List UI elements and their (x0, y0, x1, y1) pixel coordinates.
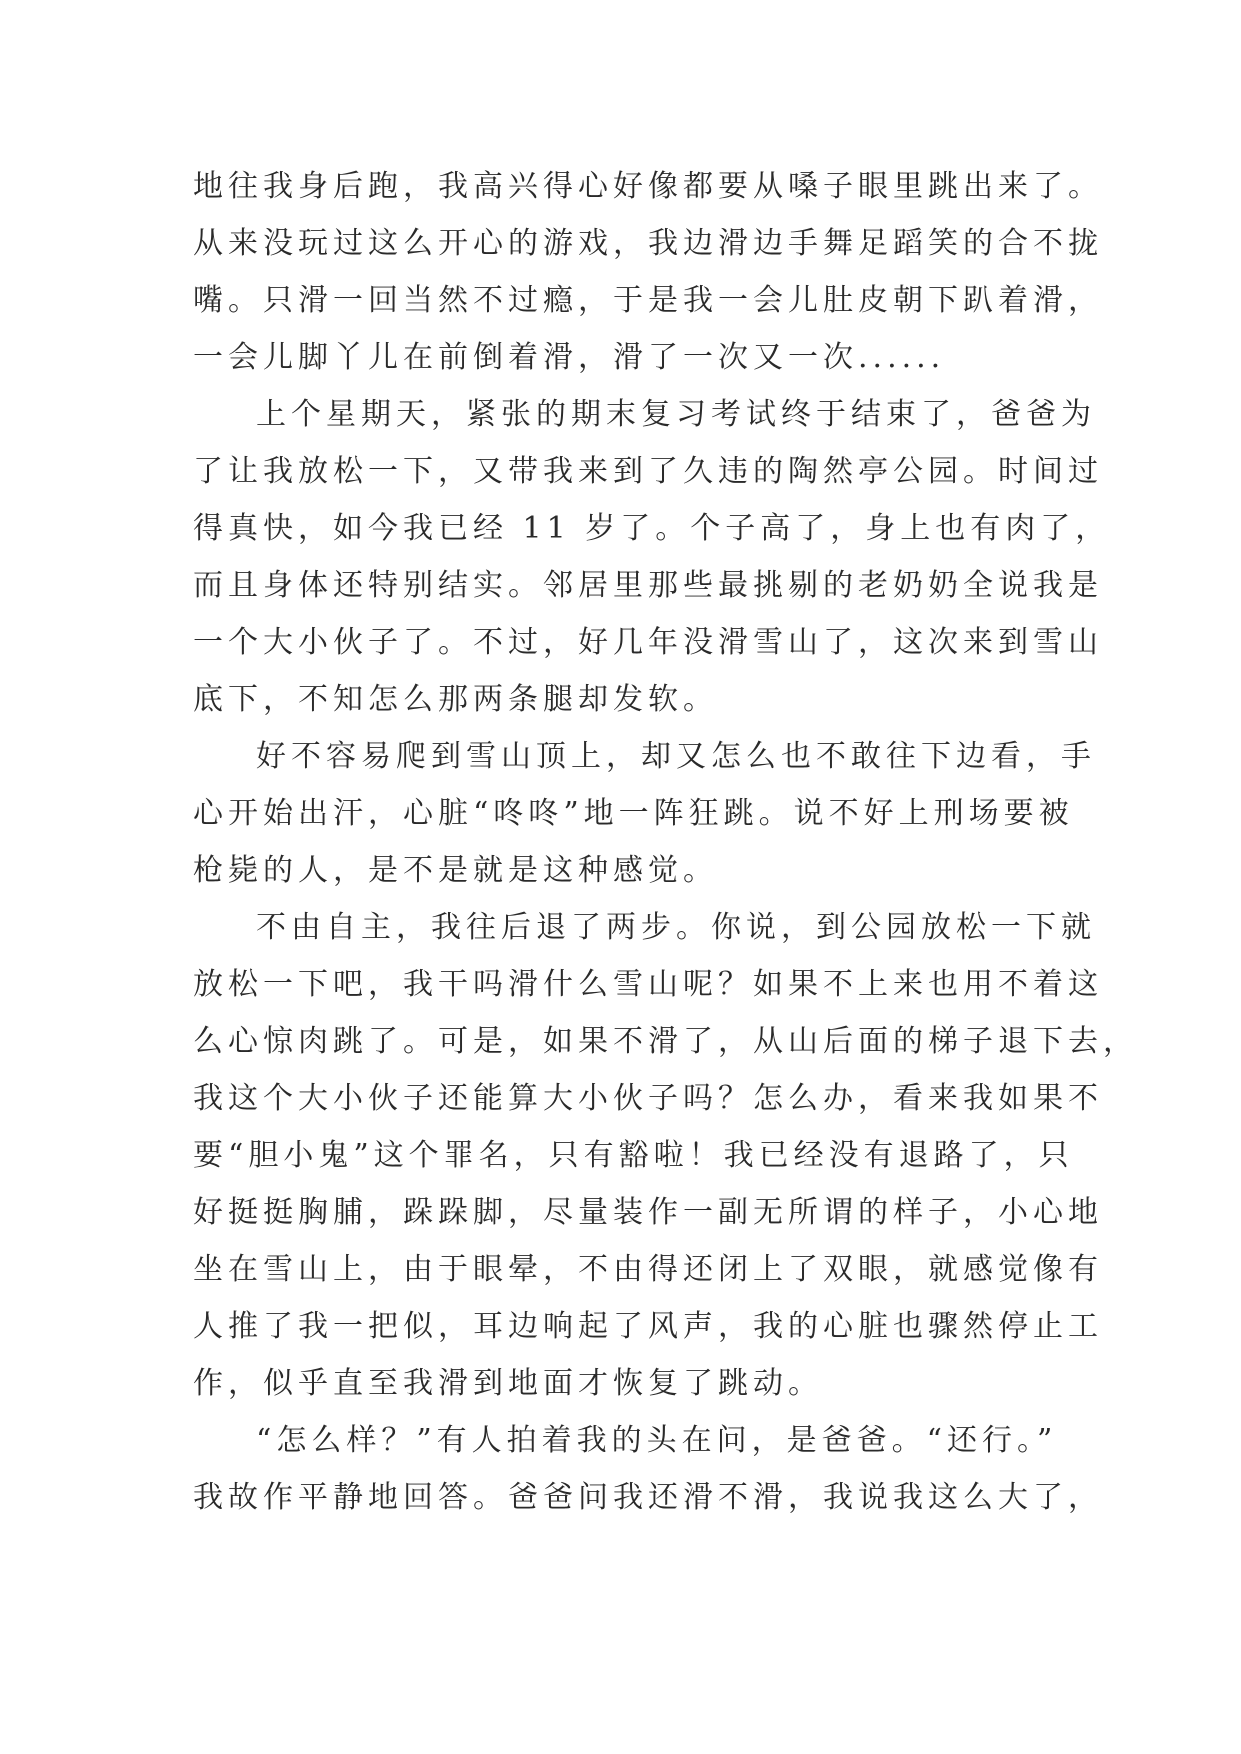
text-line: 要“胆小鬼”这个罪名，只有豁啦！我已经没有退路了，只 (193, 1138, 1074, 1173)
paragraph-4 (193, 899, 1138, 1412)
paragraph-3 (193, 728, 1096, 899)
text-line: 地往我身后跑，我高兴得心好像都要从嗓子眼里跳出来了。 (193, 169, 1103, 204)
paragraph-2 (193, 386, 1111, 728)
document-body (193, 158, 1138, 1526)
text-line: 不由自主，我往后退了两步。你说，到公园放松一下就 (256, 910, 1096, 945)
text-line: 坐在雪山上，由于眼晕，不由得还闭上了双眼，就感觉像有 (193, 1252, 1103, 1287)
text-line: 人推了我一把似，耳边响起了风声，我的心脏也骤然停止工 (193, 1309, 1103, 1344)
text-line: 我这个大小伙子还能算大小伙子吗？怎么办，看来我如果不 (193, 1081, 1103, 1116)
text-line: 枪毙的人，是不是就是这种感觉。 (193, 853, 718, 888)
text-line: 作，似乎直至我滑到地面才恢复了跳动。 (193, 1366, 823, 1401)
text-line: 底下，不知怎么那两条腿却发软。 (193, 682, 718, 717)
paragraph-1 (193, 158, 1103, 386)
text-line: 了让我放松一下，又带我来到了久违的陶然亭公园。时间过 (193, 454, 1103, 489)
text-line: 一个大小伙子了。不过，好几年没滑雪山了，这次来到雪山 (193, 625, 1103, 660)
text-line: “怎么样？”有人拍着我的头在问，是爸爸。“还行。” (256, 1423, 1058, 1458)
paragraph-5 (193, 1412, 1103, 1526)
text-line: 好挺挺胸脯，跺跺脚，尽量装作一副无所谓的样子，小心地 (193, 1195, 1103, 1230)
text-line: 嘴。只滑一回当然不过瘾，于是我一会儿肚皮朝下趴着滑， (193, 283, 1103, 318)
text-line: 而且身体还特别结实。邻居里那些最挑剔的老奶奶全说我是 (193, 568, 1103, 603)
text-line: 一会儿脚丫儿在前倒着滑，滑了一次又一次...... (193, 340, 946, 375)
text-line: 上个星期天，紧张的期末复习考试终于结束了，爸爸为 (256, 397, 1096, 432)
text-line: 得真快，如今我已经 11 岁了。个子高了，身上也有肉了， (193, 511, 1111, 546)
text-line: 好不容易爬到雪山顶上，却又怎么也不敢往下边看，手 (256, 739, 1096, 774)
text-line: 从来没玩过这么开心的游戏，我边滑边手舞足蹈笑的合不拢 (193, 226, 1103, 261)
text-line: 放松一下吧，我干吗滑什么雪山呢？如果不上来也用不着这 (193, 967, 1103, 1002)
text-line: 心开始出汗，心脏“咚咚”地一阵狂跳。说不好上刑场要被 (193, 796, 1074, 831)
text-line: 我故作平静地回答。爸爸问我还滑不滑，我说我这么大了， (193, 1480, 1103, 1515)
text-line: 么心惊肉跳了。可是，如果不滑了，从山后面的梯子退下去， (193, 1024, 1138, 1059)
